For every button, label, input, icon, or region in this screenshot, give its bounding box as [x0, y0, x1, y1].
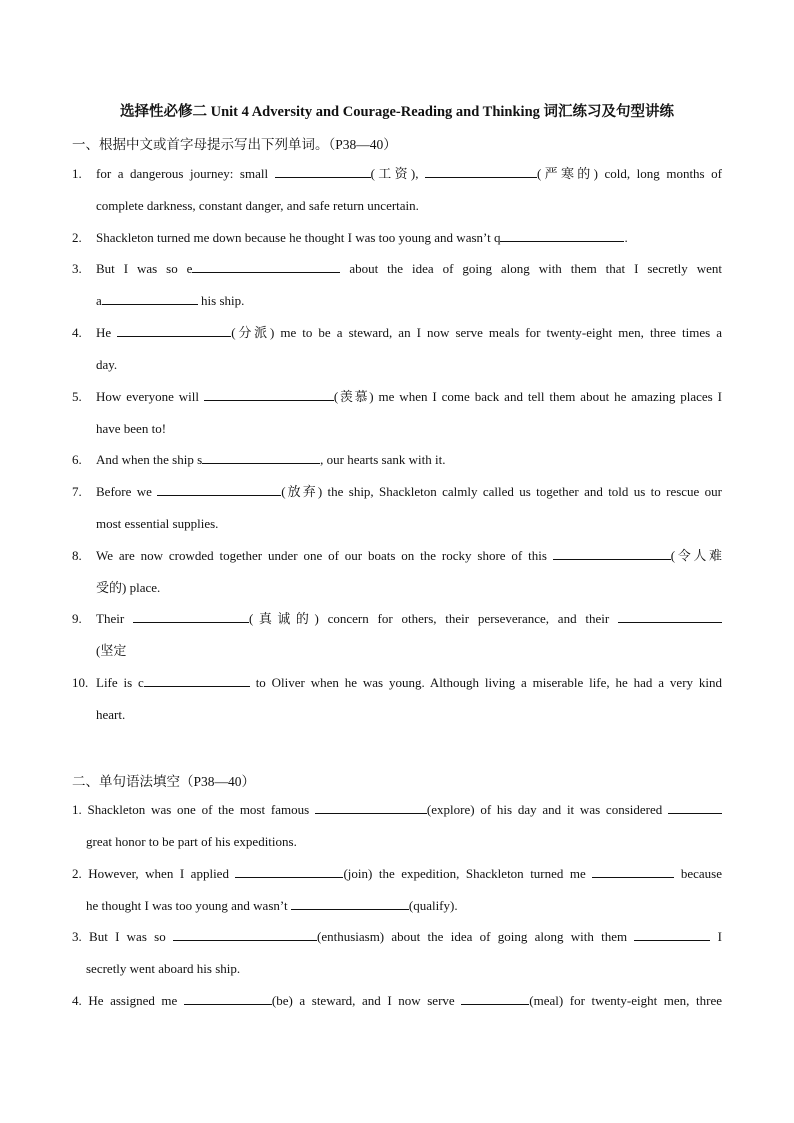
list-item: 1. for a dangerous journey: small (工资), (严寒的) cold, long months of complete darkness, constant danger, and safe return uncertain.: [72, 166, 723, 213]
list-item: 7. Before we (放弃) the ship, Shackleton calmly called us together and told us to rescue our most essential supplies.: [72, 484, 723, 531]
answer-blank[interactable]: [133, 610, 249, 623]
list-item: 10. Life is c to Oliver when he was young. Although living a miserable life, he had a very kind heart.: [72, 675, 722, 722]
answer-blank[interactable]: [235, 865, 343, 878]
list-item: 2. Shackleton turned me down because he thought I was too young and wasn’t q .: [72, 230, 628, 245]
answer-blank[interactable]: [634, 928, 710, 941]
answer-blank[interactable]: [157, 483, 281, 496]
answer-blank[interactable]: [173, 928, 317, 941]
answer-blank[interactable]: [592, 865, 674, 878]
list-item: 5. How everyone will (羡慕) me when I come back and tell them about he amazing places I have been to!: [72, 389, 722, 436]
answer-blank[interactable]: [425, 165, 537, 178]
answer-blank[interactable]: [668, 801, 722, 814]
section1-heading: 一、根据中文或首字母提示写出下列单词。（P38—40）: [72, 137, 397, 152]
list-item: 3. But I was so (enthusiasm) about the idea of going along with them I secretly went aboard his ship.: [72, 929, 722, 976]
list-item: 8. We are now crowded together under one of our boats on the rocky shore of this (令人难 受的) place.: [72, 548, 722, 595]
list-item: 4. He (分派) me to be a steward, an I now serve meals for twenty-eight men, three times a day.: [72, 325, 722, 372]
answer-blank[interactable]: [500, 229, 624, 242]
answer-blank[interactable]: [291, 897, 409, 910]
list-item: 2. However, when I applied (join) the expedition, Shackleton turned me because he thought I was too young and wasn’t (qualify).: [72, 866, 722, 913]
answer-blank[interactable]: [461, 992, 529, 1005]
answer-blank[interactable]: [618, 610, 722, 623]
answer-blank[interactable]: [202, 451, 320, 464]
answer-blank[interactable]: [315, 801, 427, 814]
answer-blank[interactable]: [117, 324, 231, 337]
answer-blank[interactable]: [102, 292, 198, 305]
section2-heading: 二、单句语法填空（P38—40）: [72, 774, 256, 789]
list-item: 6. And when the ship s , our hearts sank with it.: [72, 452, 446, 467]
answer-blank[interactable]: [275, 165, 371, 178]
page-title: 选择性必修二 Unit 4 Adversity and Courage-Reading and Thinking 词汇练习及句型讲练: [119, 104, 675, 120]
answer-blank[interactable]: [184, 992, 272, 1005]
answer-blank[interactable]: [144, 674, 250, 687]
list-item: 1. Shackleton was one of the most famous (explore) of his day and it was considered great honor to be part of his expeditions.: [72, 794, 722, 858]
answer-blank[interactable]: [204, 388, 334, 401]
answer-blank[interactable]: [553, 547, 671, 560]
list-item: 3. But I was so e about the idea of going along with them that I secretly went a his ship.: [72, 261, 722, 308]
list-item: 4. He assigned me (be) a steward, and I now serve (meal) for twenty-eight men, three: [72, 993, 722, 1008]
answer-blank[interactable]: [192, 260, 340, 273]
list-item: 9. Their (真诚的) concern for others, their perseverance, and their (坚定: [72, 603, 722, 667]
